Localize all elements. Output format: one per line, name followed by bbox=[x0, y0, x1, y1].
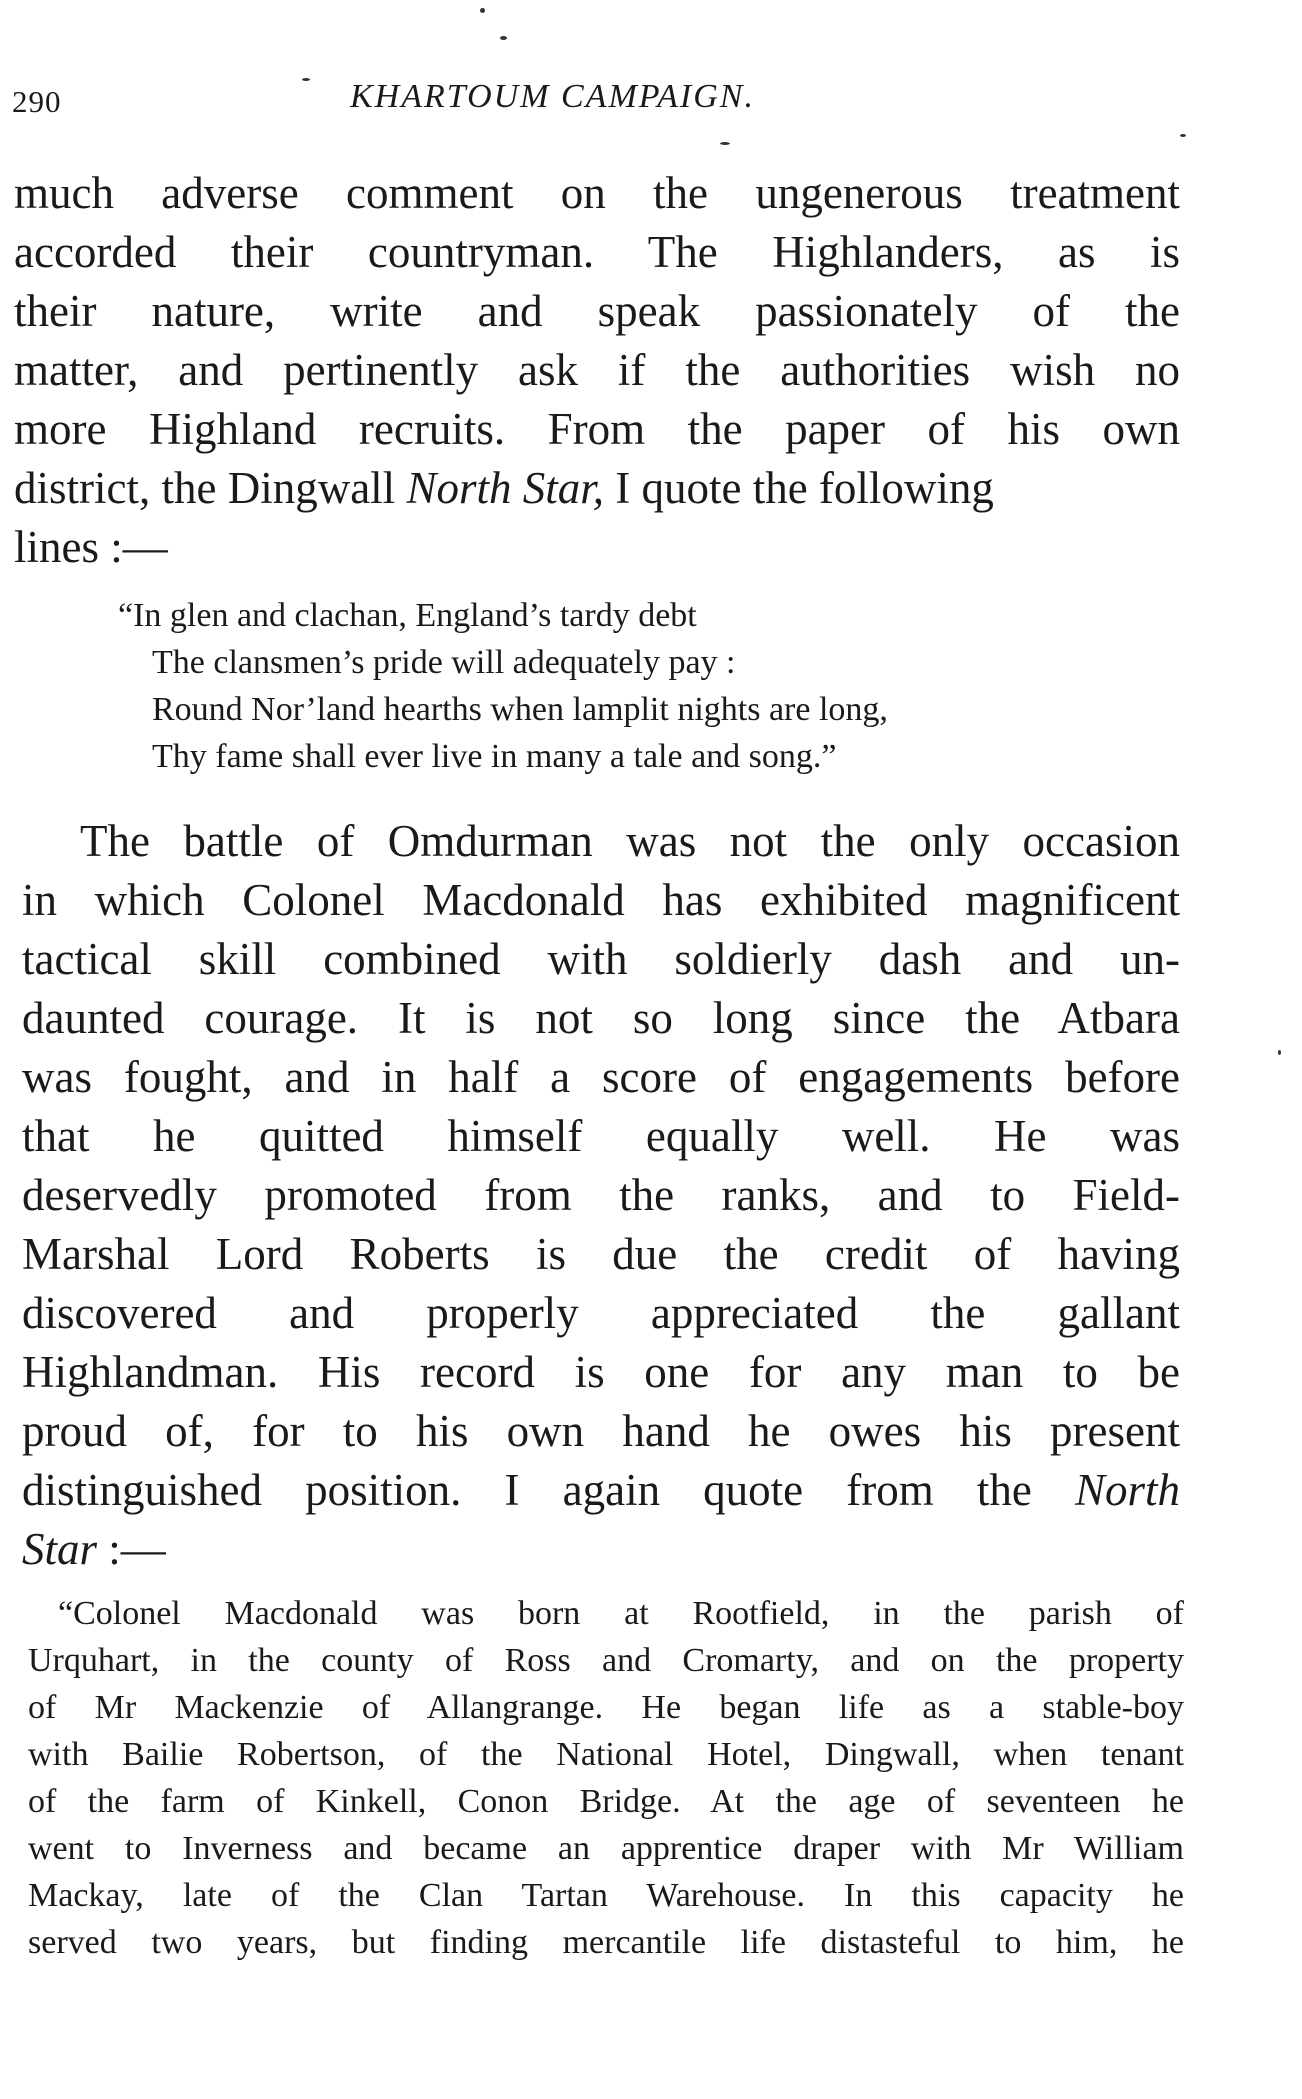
newspaper-title: North bbox=[1074, 1465, 1180, 1515]
text-segment: district, the Dingwall bbox=[14, 463, 407, 513]
quote-line: Urquhart, in the county of Ross and Cromarty, and on the property bbox=[28, 1642, 1184, 1679]
text-line bbox=[14, 459, 1180, 518]
quote-line: with Bailie Robertson, of the National Hotel, Dingwall, when tenant bbox=[28, 1736, 1184, 1773]
verse-line: Round Nor’land hearths when lamplit nights are long, bbox=[152, 691, 888, 728]
newspaper-title: Star bbox=[22, 1524, 98, 1574]
quote-line: went to Inverness and became an apprentice draper with Mr William bbox=[28, 1830, 1184, 1867]
ink-speck bbox=[720, 142, 730, 145]
text-line: deservedly promoted from the ranks, and to Field- bbox=[22, 1170, 1180, 1220]
quote-line: served two years, but finding mercantile life distasteful to him, he bbox=[28, 1924, 1184, 1961]
quote-line: of the farm of Kinkell, Conon Bridge. At the age of seventeen he bbox=[28, 1783, 1184, 1820]
quote-line: “Colonel Macdonald was born at Rootfield, in the parish of bbox=[58, 1595, 1184, 1632]
prose-quote bbox=[28, 1590, 1184, 1966]
verse-quote bbox=[118, 592, 1118, 780]
text-line: proud of, for to his own hand he owes his present bbox=[22, 1406, 1180, 1456]
text-line: lines :— bbox=[14, 522, 168, 572]
text-line: Highlandman. His record is one for any man to be bbox=[22, 1347, 1180, 1397]
text-line: discovered and properly appreciated the gallant bbox=[22, 1288, 1180, 1338]
verse-line: Thy fame shall ever live in many a tale and song.” bbox=[152, 738, 837, 775]
running-title: KHARTOUM CAMPAIGN. bbox=[350, 78, 755, 115]
text-line: that he quitted himself equally well. He was bbox=[22, 1111, 1180, 1161]
text-line: much adverse comment on the ungenerous treatment bbox=[14, 168, 1180, 218]
paragraph-2 bbox=[22, 812, 1180, 1579]
ink-speck bbox=[1180, 134, 1186, 137]
text-line: Marshal Lord Roberts is due the credit of having bbox=[22, 1229, 1180, 1279]
verse-line: “In glen and clachan, England’s tardy debt bbox=[118, 597, 697, 634]
text-line bbox=[22, 1520, 1180, 1579]
text-line: more Highland recruits. From the paper of his own bbox=[14, 404, 1180, 454]
text-line: daunted courage. It is not so long since the Atbara bbox=[22, 993, 1180, 1043]
text-line: The battle of Omdurman was not the only occasion bbox=[80, 816, 1180, 866]
text-line: was fought, and in half a score of engagements before bbox=[22, 1052, 1180, 1102]
ink-speck bbox=[480, 8, 485, 13]
newspaper-title: North Star, bbox=[406, 463, 604, 513]
text-segment: distinguished position. I again quote from the bbox=[22, 1465, 1075, 1515]
quote-line: of Mr Mackenzie of Allangrange. He began life as a stable-boy bbox=[28, 1689, 1184, 1726]
ink-speck bbox=[500, 36, 507, 40]
paragraph-1 bbox=[14, 164, 1180, 577]
page-number: 290 bbox=[12, 84, 62, 119]
text-line: their nature, write and speak passionately of the bbox=[14, 286, 1180, 336]
quote-line: Mackay, late of the Clan Tartan Warehouse. In this capacity he bbox=[28, 1877, 1184, 1914]
running-head bbox=[12, 78, 1172, 128]
ink-speck bbox=[1278, 1050, 1281, 1055]
text-segment: I quote the following bbox=[604, 463, 994, 513]
verse-line: The clansmen’s pride will adequately pay : bbox=[152, 644, 736, 681]
text-line: tactical skill combined with soldierly dash and un- bbox=[22, 934, 1180, 984]
ink-speck bbox=[302, 78, 310, 81]
text-segment: :— bbox=[97, 1524, 166, 1574]
text-line: in which Colonel Macdonald has exhibited magnificent bbox=[22, 875, 1180, 925]
text-line bbox=[22, 1461, 1180, 1520]
text-line: matter, and pertinently ask if the authorities wish no bbox=[14, 345, 1180, 395]
text-line: accorded their countryman. The Highlanders, as is bbox=[14, 227, 1180, 277]
